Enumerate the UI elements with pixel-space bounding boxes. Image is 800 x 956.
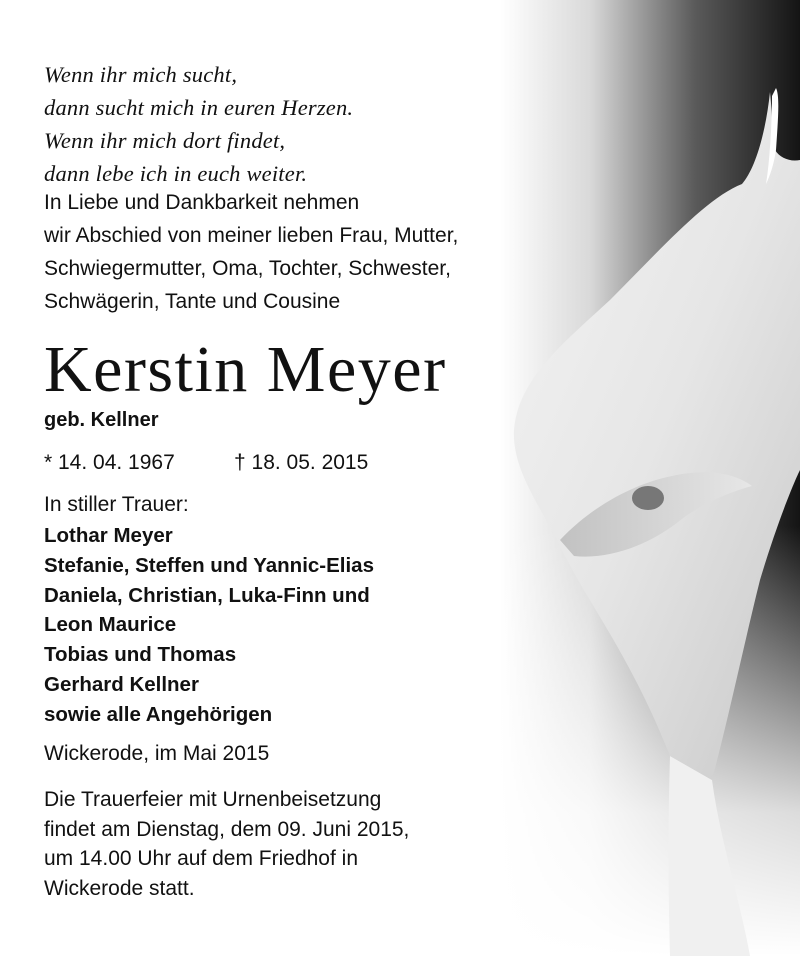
mourner-name: Gerhard Kellner	[44, 672, 199, 696]
mourner-name: Lothar Meyer	[44, 524, 173, 547]
calla-lily-spadix	[632, 486, 664, 510]
intro-line: Schwiegermutter, Oma, Tochter, Schwester,	[44, 257, 451, 280]
life-dates	[44, 447, 369, 479]
mourners-list	[44, 521, 374, 730]
mourner-name: Daniela, Christian, Luka-Finn und	[44, 583, 370, 607]
funeral-details-line: Die Trauerfeier mit Urnenbeisetzung	[44, 788, 382, 811]
poem-line: Wenn ihr mich dort findet,	[44, 128, 286, 153]
mourners-label: In stiller Trauer:	[44, 493, 189, 516]
death-date: † 18. 05. 2015	[234, 451, 369, 474]
poem-line: Wenn ihr mich sucht,	[44, 62, 238, 87]
maiden-name: geb. Kellner	[44, 409, 159, 431]
mourner-name: Leon Maurice	[44, 613, 177, 637]
mourner-name: sowie alle Angehörigen	[44, 702, 273, 726]
place-and-date: Wickerode, im Mai 2015	[44, 742, 270, 765]
intro-text	[44, 186, 458, 318]
intro-line: Schwägerin, Tante und Cousine	[44, 290, 341, 313]
poem-line: dann lebe ich in euch weiter.	[44, 161, 308, 186]
funeral-details-line: findet am Dienstag, dem 09. Juni 2015,	[44, 817, 410, 841]
intro-line: In Liebe und Dankbarkeit nehmen	[44, 191, 360, 214]
deceased-name: Kerstin Meyer	[44, 333, 447, 406]
funeral-details-line: um 14.00 Uhr auf dem Friedhof in	[44, 847, 358, 870]
intro-line: wir Abschied von meiner lieben Frau, Mutter,	[44, 224, 459, 247]
mourner-name: Stefanie, Steffen und Yannic-Elias	[44, 553, 374, 577]
poem	[44, 58, 353, 190]
birth-date: * 14. 04. 1967	[44, 451, 175, 474]
funeral-details-line: Wickerode statt.	[44, 876, 195, 900]
funeral-details	[44, 785, 409, 903]
mourner-name: Tobias und Thomas	[44, 643, 237, 667]
poem-line: dann sucht mich in euren Herzen.	[44, 95, 354, 120]
